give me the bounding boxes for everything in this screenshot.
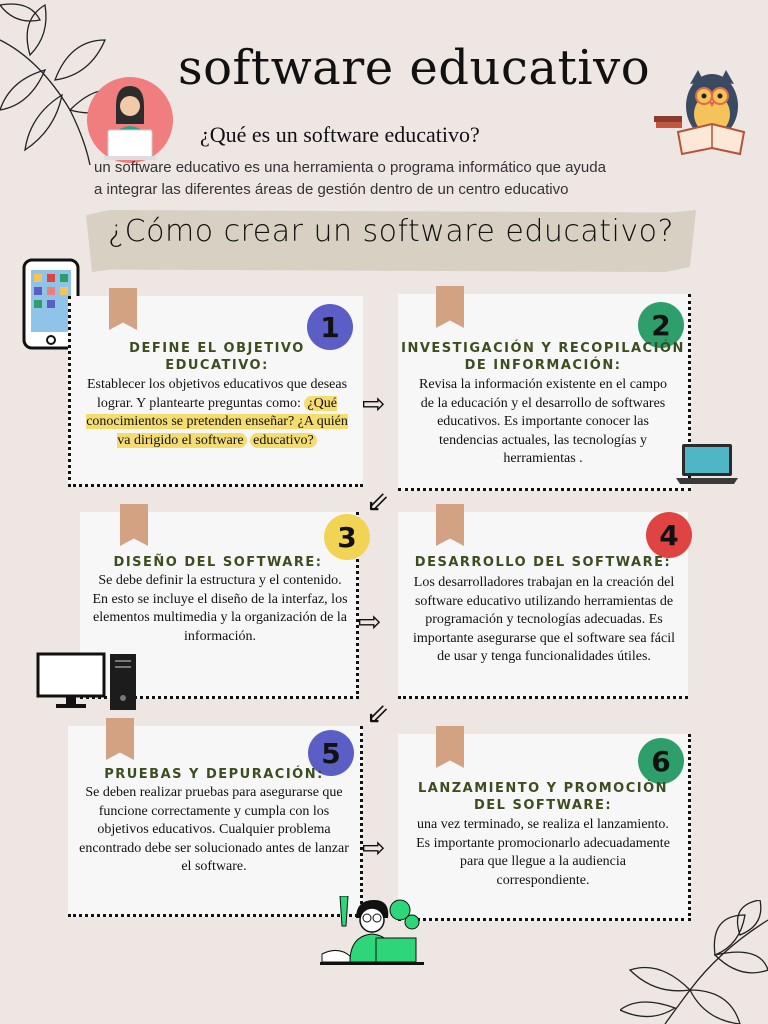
step-heading: [398, 340, 688, 374]
highlighted-text: educativo?: [250, 433, 317, 448]
step-body: Los desarrolladores trabajan en la creación del software educativo utilizando herramientas de programación y tecnologías adecuadas. Es importante asegurarse que el software sea fácil de usar y tenga funcionalidades útiles.: [413, 575, 675, 664]
step-heading: PRUEBAS Y DEPURACIÓN:: [104, 767, 324, 782]
step-card-1: [68, 296, 363, 487]
arrow-down-left-icon: ⇙: [366, 485, 390, 518]
step-heading-line: EDUCATIVO:: [165, 358, 269, 373]
step-number-badge: 6: [638, 738, 684, 784]
step-card-6: [398, 734, 691, 921]
step-number-badge: 1: [307, 304, 353, 350]
step-card-2: [398, 294, 691, 491]
step-heading: DESARROLLO DEL SOFTWARE:: [414, 555, 672, 570]
bookmark-ribbon: [106, 718, 134, 760]
highlighted-text: ¿Qué conocimientos se pretenden enseñar? ¿A quién va dirigido el software: [86, 395, 348, 448]
bookmark-ribbon: [436, 726, 464, 768]
intro-line-2: a integrar las diferentes áreas de gestión dentro de un centro educativo: [94, 181, 569, 198]
step-body: Se debe definir la estructura y el contenido. En esto se incluye el diseño de la interfaz, los elementos multimedia y la organización de la información.: [92, 573, 348, 644]
bookmark-ribbon: [109, 288, 137, 330]
laptop-icon: [676, 442, 738, 486]
section-question: ¿Qué es un software educativo?: [200, 122, 480, 147]
step-body: una vez terminado, se realiza el lanzamiento. Es importante promocionarlo adecuadamente para que llegue a la audiencia correspondiente.: [416, 817, 670, 888]
intro-text: [94, 157, 714, 201]
step-number-badge: 5: [308, 730, 354, 776]
step-heading-line: INVESTIGACIÓN Y RECOPILACIÓN: [401, 341, 685, 356]
step-heading-line: LANZAMIENTO Y PROMOCIÓN: [417, 781, 668, 796]
step-card-5: [68, 726, 363, 917]
step-heading-line: DEFINE EL OBJETIVO: [129, 341, 305, 356]
step-number-badge: 2: [638, 302, 684, 348]
desktop-computer-icon: [36, 652, 138, 712]
bookmark-ribbon: [436, 504, 464, 546]
intro-line-1: un software educativo es una herramienta o programa informático que ayuda: [94, 159, 606, 176]
arrow-right-icon: ⇨: [362, 831, 386, 864]
arrow-right-icon: ⇨: [362, 387, 386, 420]
step-body: Se deben realizar pruebas para asegurarse que funcione correctamente y cumpla con los objetivos educativos. Cualquier problema encontrado debe ser solucionado antes de lanzar el software.: [79, 785, 349, 874]
step-heading-line: DE INFORMACIÓN:: [464, 358, 622, 373]
bookmark-ribbon: [436, 286, 464, 328]
page-title: software educativo: [178, 40, 651, 96]
arrow-down-left-icon: ⇙: [366, 697, 390, 730]
step-heading: [398, 780, 688, 814]
step-body: Revisa la información existente en el campo de la educación y el desarrollo de softwares educativos. Es importante conocer las tendencias actuales, las tecnologías y herramientas .: [418, 377, 668, 466]
teacher-avatar-icon: [86, 76, 174, 164]
step-heading: DISEÑO DEL SOFTWARE:: [113, 555, 323, 570]
bookmark-ribbon: [120, 504, 148, 546]
step-number-badge: 4: [646, 512, 692, 558]
step-body-text: Establecer los objetivos educativos que deseas lograr. Y plantearte preguntas como:: [86, 377, 348, 411]
step-card-4: [398, 512, 688, 699]
step-heading-line: DEL SOFTWARE:: [473, 798, 613, 813]
step-number-badge: 3: [324, 514, 370, 560]
student-laptop-icon: [320, 896, 424, 966]
arrow-right-icon: ⇨: [358, 605, 382, 638]
banner-title: ¿Cómo crear un software educativo?: [108, 214, 674, 249]
step-heading: [71, 340, 363, 374]
step-body: [83, 376, 351, 450]
